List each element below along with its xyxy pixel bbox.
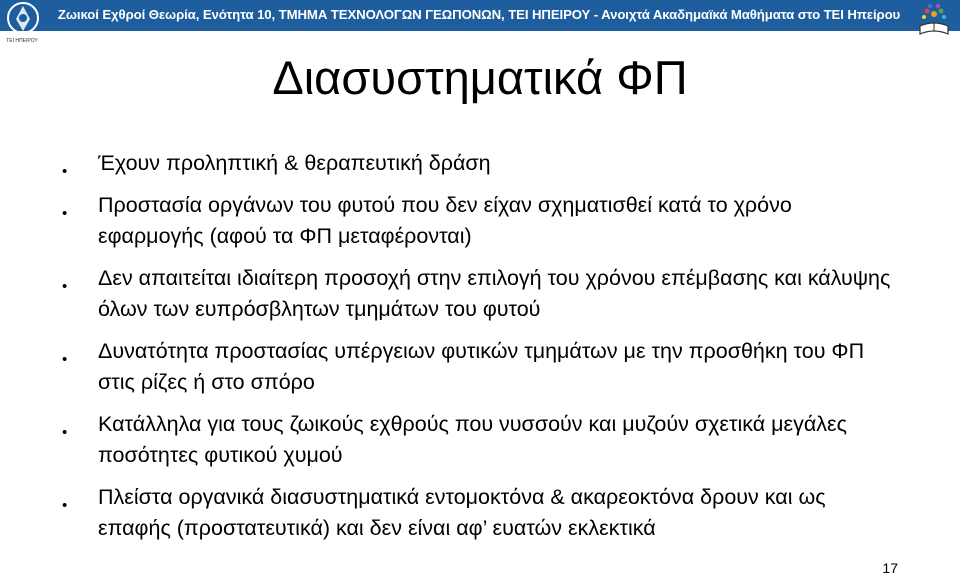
bullet-item	[62, 482, 902, 544]
course-title: Ζωικοί Εχθροί Θεωρία, Ενότητα 10, ΤΜΗΜΑ ΤΕΧΝΟΛΟΓΩΝ ΓΕΩΠΟΝΩΝ, ΤΕΙ ΗΠΕΙΡΟΥ - Ανοιχτά Ακαδημαϊκά Μαθήματα στο ΤΕΙ Ηπείρου	[57, 7, 901, 22]
bullet-item	[62, 409, 902, 471]
bullet-marker: •	[62, 278, 68, 295]
bullet-text: Έχουν προληπτική & θεραπευτική δράση	[98, 151, 491, 175]
bullet-item	[62, 148, 902, 179]
bullet-marker: •	[62, 424, 68, 441]
bullet-item	[62, 190, 902, 252]
bullet-text: Πλείστα οργανικά διασυστηματικά εντομοκτόνα & ακαρεοκτόνα δρουν και ως επαφής (προστατευτικά) και δεν είναι αφ’ ευατών εκλεκτικά	[98, 485, 826, 540]
slide-title: Διασυστηματικά ΦΠ	[272, 51, 688, 104]
bullet-marker: •	[62, 497, 68, 514]
bullet-marker: •	[62, 205, 68, 222]
bullet-text: Δεν απαιτείται ιδιαίτερη προσοχή στην επιλογή του χρόνου επέμβασης και κάλυψης όλων των ευπρόσβλητων τμημάτων του φυτού	[98, 266, 891, 321]
logo-caption: ΤΕΙ ΗΠΕΙΡΟΥ	[6, 38, 38, 44]
bullet-item	[62, 263, 902, 325]
bullet-text: Κατάλληλα για τους ζωικούς εχθρούς που νυσσούν και μυζούν σχετικά μεγάλες ποσότητες φυτικού χυμού	[98, 412, 847, 467]
bullet-text: Δυνατότητα προστασίας υπέργειων φυτικών τμημάτων με την προσθήκη του ΦΠ στις ρίζες ή στο σπόρο	[98, 339, 865, 394]
bullet-list	[62, 148, 902, 555]
page-number: 17	[882, 560, 898, 576]
bullet-marker: •	[62, 351, 68, 368]
bullet-marker: •	[62, 163, 68, 180]
bullet-text: Προστασία οργάνων του φυτού που δεν είχαν σχηματισθεί κατά το χρόνο εφαρμογής (αφού τα ΦΠ μεταφέρονται)	[98, 193, 792, 248]
bullet-item	[62, 336, 902, 398]
open-courses-logo-icon	[916, 2, 952, 38]
